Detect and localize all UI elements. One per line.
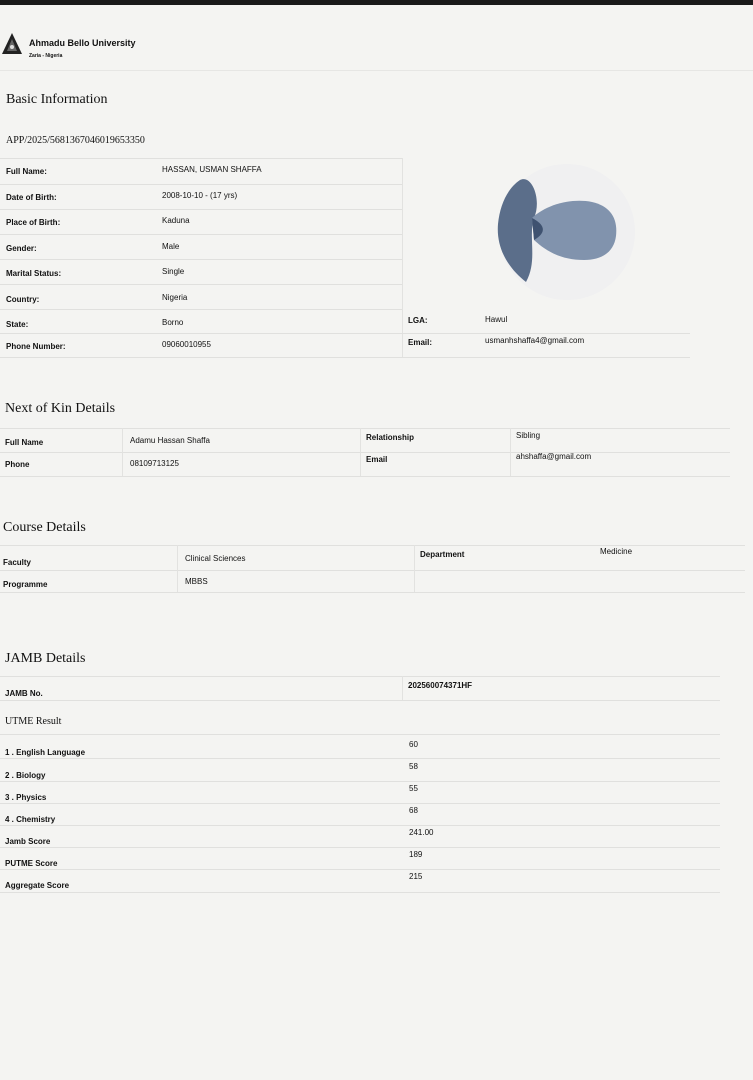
kin-phone-value: 08109713125: [130, 459, 179, 468]
logo-icon: [1, 32, 23, 56]
basic-info-title: Basic Information: [6, 92, 108, 107]
university-logo: [1, 32, 23, 61]
column-divider: [510, 428, 511, 476]
jamb-number-value: 202560074371HF: [408, 681, 473, 690]
row-divider: [0, 847, 720, 848]
column-divider: [177, 545, 178, 592]
next-of-kin-title: Next of Kin Details: [5, 401, 116, 416]
result-physics-value: 55: [409, 784, 418, 793]
country-label: Country:: [6, 295, 40, 304]
application-number: APP/2025/5681367046019653350: [6, 135, 145, 146]
row-divider: [0, 234, 402, 235]
jamb-score-value: 241.00: [409, 828, 434, 837]
place-of-birth-label: Place of Birth:: [6, 218, 61, 227]
result-biology-value: 58: [409, 762, 418, 771]
row-divider: [0, 892, 720, 893]
row-divider: [0, 570, 745, 571]
kin-full-name-value: Adamu Hassan Shaffa: [130, 436, 210, 445]
dob-value: 2008-10-10 - (17 yrs): [162, 191, 238, 200]
university-name: Ahmadu Bello University: [29, 38, 136, 48]
row-divider: [0, 869, 720, 870]
result-english-value: 60: [409, 740, 418, 749]
row-divider: [0, 592, 745, 593]
result-english-label: 1 . English Language: [5, 748, 86, 757]
place-of-birth-value: Kaduna: [162, 216, 190, 225]
row-divider: [0, 545, 745, 546]
row-divider: [0, 309, 402, 310]
putme-score-value: 189: [409, 850, 423, 859]
result-physics-label: 3 . Physics: [5, 793, 47, 802]
row-divider: [0, 758, 720, 759]
aggregate-score-label: Aggregate Score: [5, 881, 70, 890]
row-divider: [0, 209, 402, 210]
marital-status-value: Single: [162, 267, 185, 276]
faculty-value: Clinical Sciences: [185, 554, 246, 563]
row-divider: [0, 357, 690, 358]
row-divider: [0, 676, 720, 677]
kin-full-name-label: Full Name: [5, 438, 44, 447]
gender-label: Gender:: [6, 244, 37, 253]
marital-status-label: Marital Status:: [6, 269, 62, 278]
jamb-score-label: Jamb Score: [5, 837, 51, 846]
row-divider: [0, 259, 402, 260]
row-divider: [0, 284, 402, 285]
state-value: Borno: [162, 318, 184, 327]
putme-score-label: PUTME Score: [5, 859, 58, 868]
column-divider: [122, 428, 123, 476]
column-divider: [360, 428, 361, 476]
country-value: Nigeria: [162, 293, 188, 302]
lga-label: LGA:: [408, 316, 428, 325]
kin-relationship-value: Sibling: [516, 431, 541, 440]
phone-number-value: 09060010955: [162, 340, 211, 349]
page-top-edge: [0, 0, 753, 5]
row-divider: [0, 184, 402, 185]
row-divider: [0, 333, 690, 334]
kin-phone-label: Phone: [5, 460, 30, 469]
column-divider: [402, 158, 403, 358]
passport-photo: [492, 160, 642, 302]
jamb-number-label: JAMB No.: [5, 689, 43, 698]
utme-result-title: UTME Result: [5, 716, 62, 727]
full-name-value: HASSAN, USMAN SHAFFA: [162, 165, 262, 174]
row-divider: [0, 476, 730, 477]
programme-value: MBBS: [185, 577, 208, 586]
kin-relationship-label: Relationship: [366, 433, 415, 442]
department-value: Medicine: [600, 547, 633, 556]
kin-email-value: ahshaffa@gmail.com: [516, 452, 592, 461]
row-divider: [0, 428, 730, 429]
column-divider: [414, 545, 415, 592]
email-label: Email:: [408, 338, 433, 347]
row-divider: [0, 803, 720, 804]
result-chemistry-label: 4 . Chemistry: [5, 815, 56, 824]
row-divider: [0, 700, 720, 701]
kin-email-label: Email: [366, 455, 388, 464]
full-name-label: Full Name:: [6, 167, 47, 176]
course-details-title: Course Details: [3, 520, 86, 535]
row-divider: [0, 825, 720, 826]
dob-label: Date of Birth:: [6, 193, 57, 202]
faculty-label: Faculty: [3, 558, 32, 567]
department-label: Department: [420, 550, 465, 559]
result-chemistry-value: 68: [409, 806, 418, 815]
university-location: Zaria - Nigeria: [29, 53, 63, 59]
programme-label: Programme: [3, 580, 48, 589]
result-biology-label: 2 . Biology: [5, 771, 46, 780]
jamb-details-title: JAMB Details: [5, 651, 86, 666]
row-divider: [0, 781, 720, 782]
aggregate-score-value: 215: [409, 872, 423, 881]
lga-value: Hawul: [485, 315, 508, 324]
gender-value: Male: [162, 242, 180, 251]
row-divider: [0, 452, 730, 453]
email-value: usmanhshaffa4@gmail.com: [485, 336, 585, 345]
phone-number-label: Phone Number:: [6, 342, 66, 351]
divider: [0, 70, 753, 71]
row-divider: [0, 734, 720, 735]
state-label: State:: [6, 320, 29, 329]
row-divider: [0, 158, 402, 159]
column-divider: [402, 676, 403, 700]
